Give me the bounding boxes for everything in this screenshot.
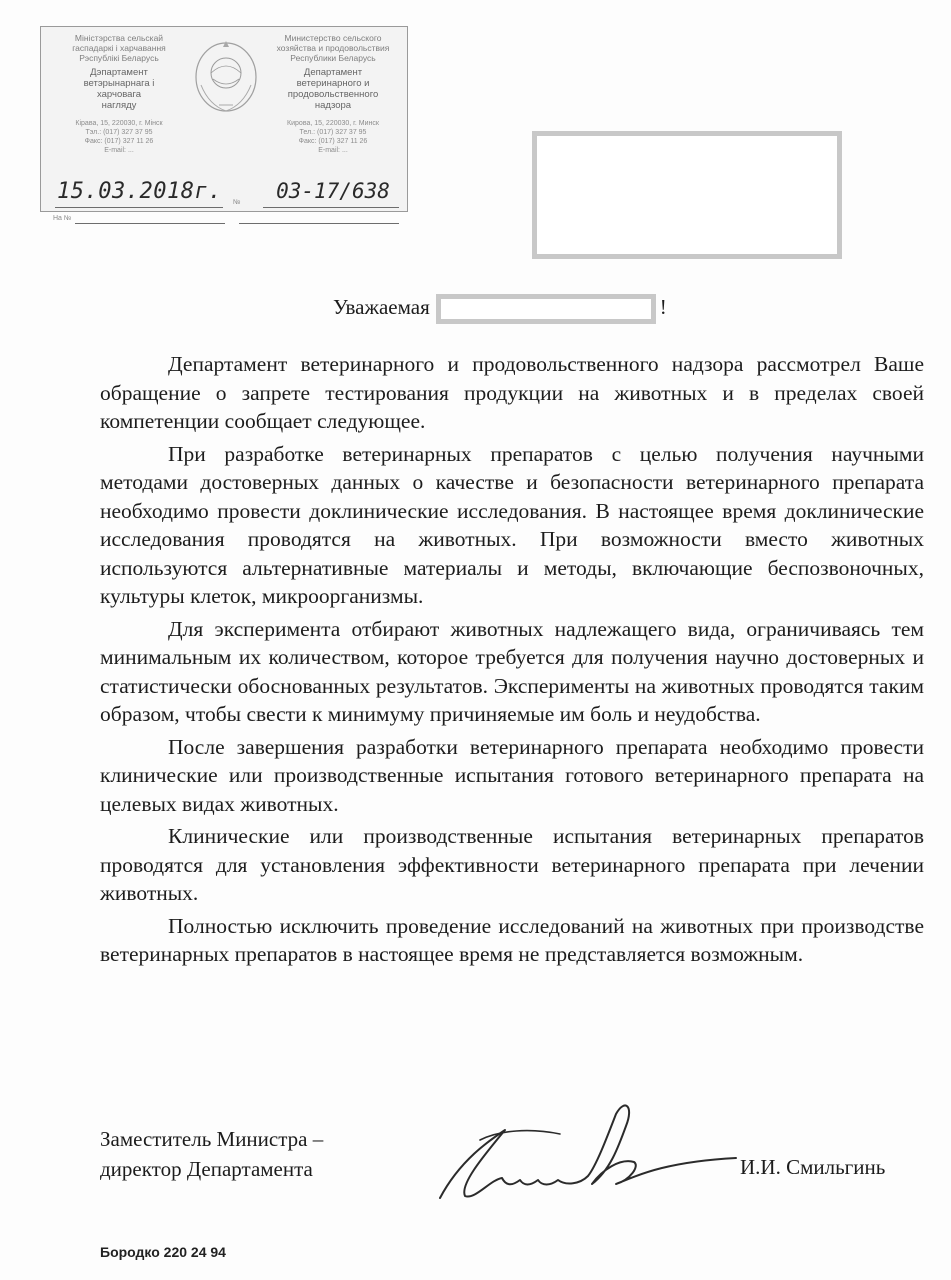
reply-to-label: На №: [53, 215, 72, 222]
stamp-right-dept: Департамент: [303, 67, 363, 78]
outgoing-number: 03-17/638: [276, 179, 390, 203]
paragraph: Полностью исключить проведение исследований на животных при производстве ветеринарных препаратов в настоящее время не представляется возможным.: [100, 913, 924, 966]
outgoing-date: 15.03.2018г.: [57, 179, 222, 204]
position-line: директор Департамента: [100, 1157, 313, 1181]
stamp-left-address: Факс: (017) 327 11 26: [84, 138, 154, 145]
salutation-suffix: !: [659, 295, 667, 319]
paragraph: После завершения разработки ветеринарного препарата необходимо провести клинические или производственные испытания готового ветеринарного препарата на целевых видах животных.: [100, 734, 924, 816]
stamp-left-address: E-mail: ...: [104, 147, 134, 154]
stamp-right-line: Республики Беларусь: [290, 53, 376, 63]
stamp-right-dept: продовольственного: [287, 89, 379, 100]
paragraph: При разработке ветеринарных препаратов с целью получения научными методами достоверных данных о качестве и безопасности ветеринарного препарата необходимо провести доклинические исследования. В настоящее время доклинические исследования проводятся на животных. При возможности вместо животных используются альтернативные материалы и методы, включающие беспозвоночных, культуры клеток, микроорганизмы.: [100, 441, 924, 608]
letterhead-right-russian: [263, 33, 403, 155]
stamp-right-line: хозяйства и продовольствия: [276, 43, 390, 53]
stamp-right-dept: надзора: [314, 100, 352, 111]
letterhead-stamp: [40, 26, 408, 222]
stamp-left-dept: ветэрынарнага і: [83, 78, 155, 89]
stamp-right-dept: ветеринарного и: [296, 78, 370, 89]
executor-contact: Бородко 220 24 94: [100, 1244, 226, 1260]
paragraph: Для эксперимента отбирают животных надлежащего вида, ограничиваясь тем минимальным их количеством, которое требуется для получения научно достоверных и статистически обоснованных результатов. Эксперименты на животных проводятся таким образом, чтобы свести к минимуму причиняемые им боль и неудобства.: [100, 616, 924, 726]
stamp-right-line: Министерство сельского: [284, 33, 382, 43]
stamp-right-address: Тел.: (017) 327 37 95: [299, 129, 367, 136]
handwritten-signature: [420, 1100, 750, 1210]
number-label: №: [233, 199, 241, 206]
stamp-right-address: Факс: (017) 327 11 26: [298, 138, 368, 145]
redacted-addressee: [532, 131, 842, 259]
letter-body: [100, 350, 924, 973]
redacted-name: [436, 294, 656, 324]
number-underline: [263, 207, 399, 208]
reply-to-underline: [239, 223, 399, 224]
signatory-position: [100, 1124, 323, 1184]
stamp-left-address: Кірава, 15, 220030, г. Мінск: [75, 120, 163, 127]
state-emblem-icon: [189, 35, 263, 117]
paragraph: Клинические или производственные испытания ветеринарных препаратов проводятся для установления эффективности ветеринарного препарата при лечении животных.: [100, 824, 924, 905]
salutation-prefix: Уважаемая: [333, 295, 430, 319]
letterhead-left-belarusian: [49, 33, 189, 155]
stamp-right-address: Кирова, 15, 220030, г. Минск: [287, 120, 379, 127]
paragraph: Департамент ветеринарного и продовольственного надзора рассмотрел Ваше обращение о запрете тестирования продукции на животных и в пределах своей компетенции сообщает следующее.: [100, 352, 924, 433]
salutation: [333, 287, 667, 327]
stamp-left-dept: нагляду: [101, 100, 137, 111]
position-line: Заместитель Министра –: [100, 1127, 324, 1151]
reply-to-underline: [75, 223, 225, 224]
stamp-left-line: Рэспублікі Беларусь: [79, 53, 159, 63]
signatory-name: И.И. Смильгинь: [740, 1155, 886, 1179]
stamp-left-dept: харчовага: [97, 89, 141, 100]
stamp-left-dept: Дэпартамент: [90, 67, 148, 78]
stamp-left-address: Тэл.: (017) 327 37 95: [85, 129, 153, 136]
stamp-left-line: Міністэрства сельскай: [74, 33, 164, 43]
stamp-right-address: E-mail: ...: [318, 147, 348, 154]
stamp-left-line: гаспадаркі і харчавання: [72, 43, 166, 53]
date-underline: [55, 207, 223, 208]
